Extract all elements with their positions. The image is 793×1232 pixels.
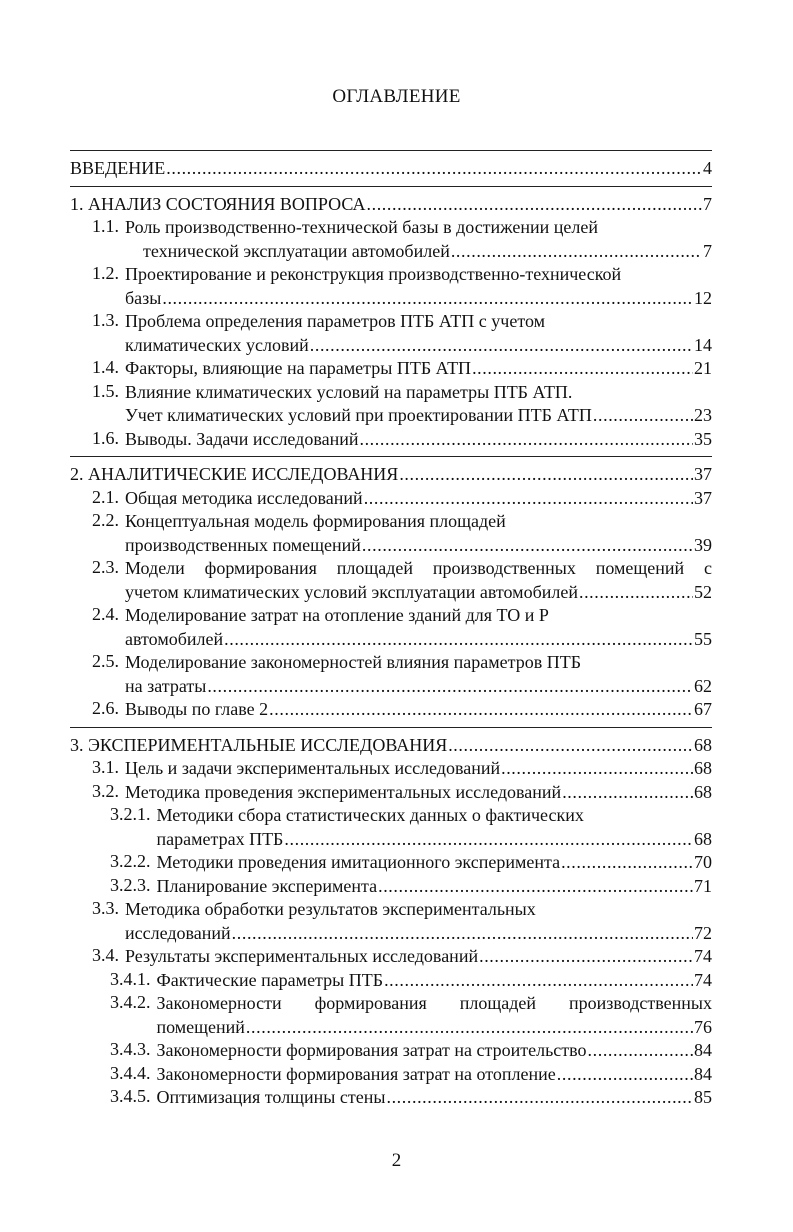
toc-entry-1-1[interactable]: 1.1. Роль производственно-технической базы в достижении целей технической эксплуатации автомобилей ..... 7 xyxy=(92,216,712,263)
toc-entry-3-2-2[interactable]: 3.2.2. Методики проведения имитационного эксперимента ..... 70 xyxy=(110,851,712,875)
toc-entry-2-3[interactable]: 2.3. Модели формирования площадей производственных помещений с учетом климатических условий эксплуатации автомобилей ..... 52 xyxy=(92,557,712,604)
toc-entry-1-4[interactable]: 1.4. Факторы, влияющие на параметры ПТБ АТП ..... 21 xyxy=(92,357,712,381)
toc-entry-3-2[interactable]: 3.2. Методика проведения экспериментальных исследований ..... 68 xyxy=(92,781,712,805)
toc-entry-3-4-1[interactable]: 3.4.1. Фактические параметры ПТБ ..... 74 xyxy=(110,969,712,993)
toc-entry-intro[interactable]: ВВЕДЕНИЕ ..... 4 xyxy=(70,157,712,181)
toc-entry-3-2-3[interactable]: 3.2.3. Планирование эксперимента ..... 71 xyxy=(110,875,712,899)
toc-entry-3-4-4[interactable]: 3.4.4. Закономерности формирования затрат на отопление ..... 84 xyxy=(110,1063,712,1087)
toc-entry-2-1[interactable]: 2.1. Общая методика исследований ..... 37 xyxy=(92,487,712,511)
toc-entry-2-4[interactable]: 2.4. Моделирование затрат на отопление зданий для ТО и Р автомобилей ..... 55 xyxy=(92,604,712,651)
toc-section-intro xyxy=(70,151,712,186)
page-number: 2 xyxy=(391,1150,402,1171)
toc-entry-3-4-5[interactable]: 3.4.5. Оптимизация толщины стены ..... 85 xyxy=(110,1086,712,1110)
toc-entry-3-1[interactable]: 3.1. Цель и задачи экспериментальных исследований ..... 68 xyxy=(92,757,712,781)
toc-entry-1-6[interactable]: 1.6. Выводы. Задачи исследований ..... 35 xyxy=(92,428,712,452)
toc-entry-3-2-1[interactable]: 3.2.1. Методики сбора статистических данных о фактических параметрах ПТБ ..... 68 xyxy=(110,804,712,851)
page-title: ОГЛАВЛЕНИЕ xyxy=(332,86,461,107)
toc-entry-chapter-1[interactable]: 1. АНАЛИЗ СОСТОЯНИЯ ВОПРОСА ..... 7 xyxy=(70,193,712,217)
toc-entry-3-4[interactable]: 3.4. Результаты экспериментальных исследований ..... 74 xyxy=(92,945,712,969)
toc-entry-1-5[interactable]: 1.5. Влияние климатических условий на параметры ПТБ АТП. Учет климатических условий при проектировании ПТБ АТП ..... 23 xyxy=(92,381,712,428)
toc-section-chapter-1 xyxy=(70,187,712,457)
toc-entry-3-3[interactable]: 3.3. Методика обработки результатов экспериментальных исследований ..... 72 xyxy=(92,898,712,945)
toc-entry-2-6[interactable]: 2.6. Выводы по главе 2 ..... 67 xyxy=(92,698,712,722)
toc-entry-1-2[interactable]: 1.2. Проектирование и реконструкция производственно-технической базы ..... 12 xyxy=(92,263,712,310)
toc-section-chapter-3 xyxy=(70,728,712,1115)
toc-entry-chapter-2[interactable]: 2. АНАЛИТИЧЕСКИЕ ИССЛЕДОВАНИЯ ..... 37 xyxy=(70,463,712,487)
toc-section-chapter-2 xyxy=(70,457,712,727)
toc-entry-2-5[interactable]: 2.5. Моделирование закономерностей влияния параметров ПТБ на затраты ..... 62 xyxy=(92,651,712,698)
toc-entry-3-4-3[interactable]: 3.4.3. Закономерности формирования затрат на строительство ..... 84 xyxy=(110,1039,712,1063)
toc-entry-1-3[interactable]: 1.3. Проблема определения параметров ПТБ АТП с учетом климатических условий ..... 14 xyxy=(92,310,712,357)
toc-entry-chapter-3[interactable]: 3. ЭКСПЕРИМЕНТАЛЬНЫЕ ИССЛЕДОВАНИЯ ..... 68 xyxy=(70,734,712,758)
toc-entry-3-4-2[interactable]: 3.4.2. Закономерности формирования площадей производственных помещений ..... 76 xyxy=(110,992,712,1039)
toc-entry-2-2[interactable]: 2.2. Концептуальная модель формирования площадей производственных помещений ..... 39 xyxy=(92,510,712,557)
table-of-contents xyxy=(70,150,712,1115)
